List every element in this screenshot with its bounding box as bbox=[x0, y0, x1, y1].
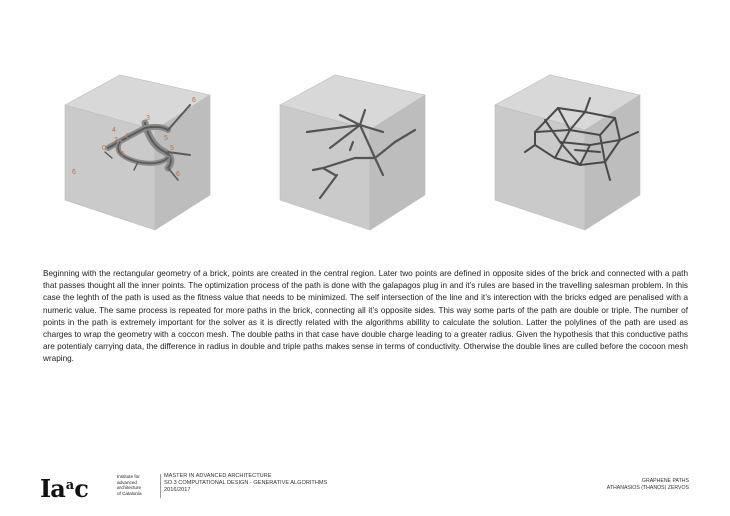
point-label: 4 bbox=[112, 127, 116, 134]
point-label: 6 bbox=[176, 171, 180, 178]
brick-diagram-3 bbox=[480, 70, 690, 270]
footer-divider bbox=[160, 474, 161, 498]
brick-3-svg bbox=[480, 70, 690, 270]
point-label: 5 bbox=[170, 145, 174, 152]
point-label: 2 bbox=[120, 151, 124, 158]
point-label: 5 bbox=[164, 135, 168, 142]
program-info bbox=[164, 473, 327, 495]
point-label: 3 bbox=[146, 115, 150, 122]
project-title: GRAPHENE PATHS bbox=[641, 478, 689, 484]
logo-part: a bbox=[65, 478, 74, 493]
program-line: 2016/2017 bbox=[164, 487, 191, 494]
institute-line: of Catalonia bbox=[117, 490, 142, 496]
institute-line: architecture bbox=[117, 485, 142, 491]
brick-diagram-1 bbox=[50, 70, 260, 270]
logo-part: c bbox=[74, 474, 88, 503]
point-label: 2 bbox=[114, 137, 118, 144]
brick-1-svg bbox=[50, 70, 260, 270]
brick-diagram-2 bbox=[265, 70, 475, 270]
institute-line: Institute for bbox=[117, 474, 140, 479]
institute-name bbox=[117, 474, 157, 496]
institute-line: advanced bbox=[117, 479, 137, 485]
figures-row bbox=[40, 70, 690, 270]
point-label: 6 bbox=[192, 97, 196, 104]
point-label: 6 bbox=[72, 169, 76, 176]
logo-part: Ia bbox=[40, 474, 65, 503]
project-info bbox=[607, 478, 689, 492]
footer bbox=[0, 470, 730, 510]
project-author: ATHANASIOS (THANOS) ZERVOS bbox=[606, 484, 689, 491]
program-line: MASTER IN ADVANCED ARCHITECTURE bbox=[164, 473, 272, 479]
description-paragraph: Beginning with the rectangular geometry of a brick, points are created in the central region. Later two points are defined in opposite sides of the brick and connected with a path that passes thought all the inner points. The optimization process of the path is done with the galapagos plug in and it’s rules are based in the travelling salesman problem. In this case the leghth of the path is used as the fitness value that needs to be minimized. The self intersection of the line and it’s interection with the bricks edged are penalised with a numeric value. The same process is repeated for more paths in the brick, connecting all it’s opposite sides. This way some parts of the path are double or triple. The number of points in the path is extremely important for the solver as it is directly related with the algorithms abillity to calculate the solution. Latter the polylines of the path are used as charges to wrap the geometry with a coccon mesh. The double paths in that case have double charge leading to a greater radius. Given the hypothesis that this conductive paths are potentialy carrying data, the difference in radius in double and triple paths makes sense in terms of conductivity. Otherwise the double lines are culled before the cocoon mesh wraping. bbox=[43, 269, 688, 364]
point-label: 0 bbox=[102, 145, 106, 152]
program-line: SO.3 COMPUTATIONAL DESIGN - GENERATIVE ALGORITHMS bbox=[164, 480, 328, 487]
iaac-logo bbox=[40, 473, 88, 502]
brick-2-svg bbox=[265, 70, 475, 270]
point-label: 1 bbox=[125, 133, 129, 140]
